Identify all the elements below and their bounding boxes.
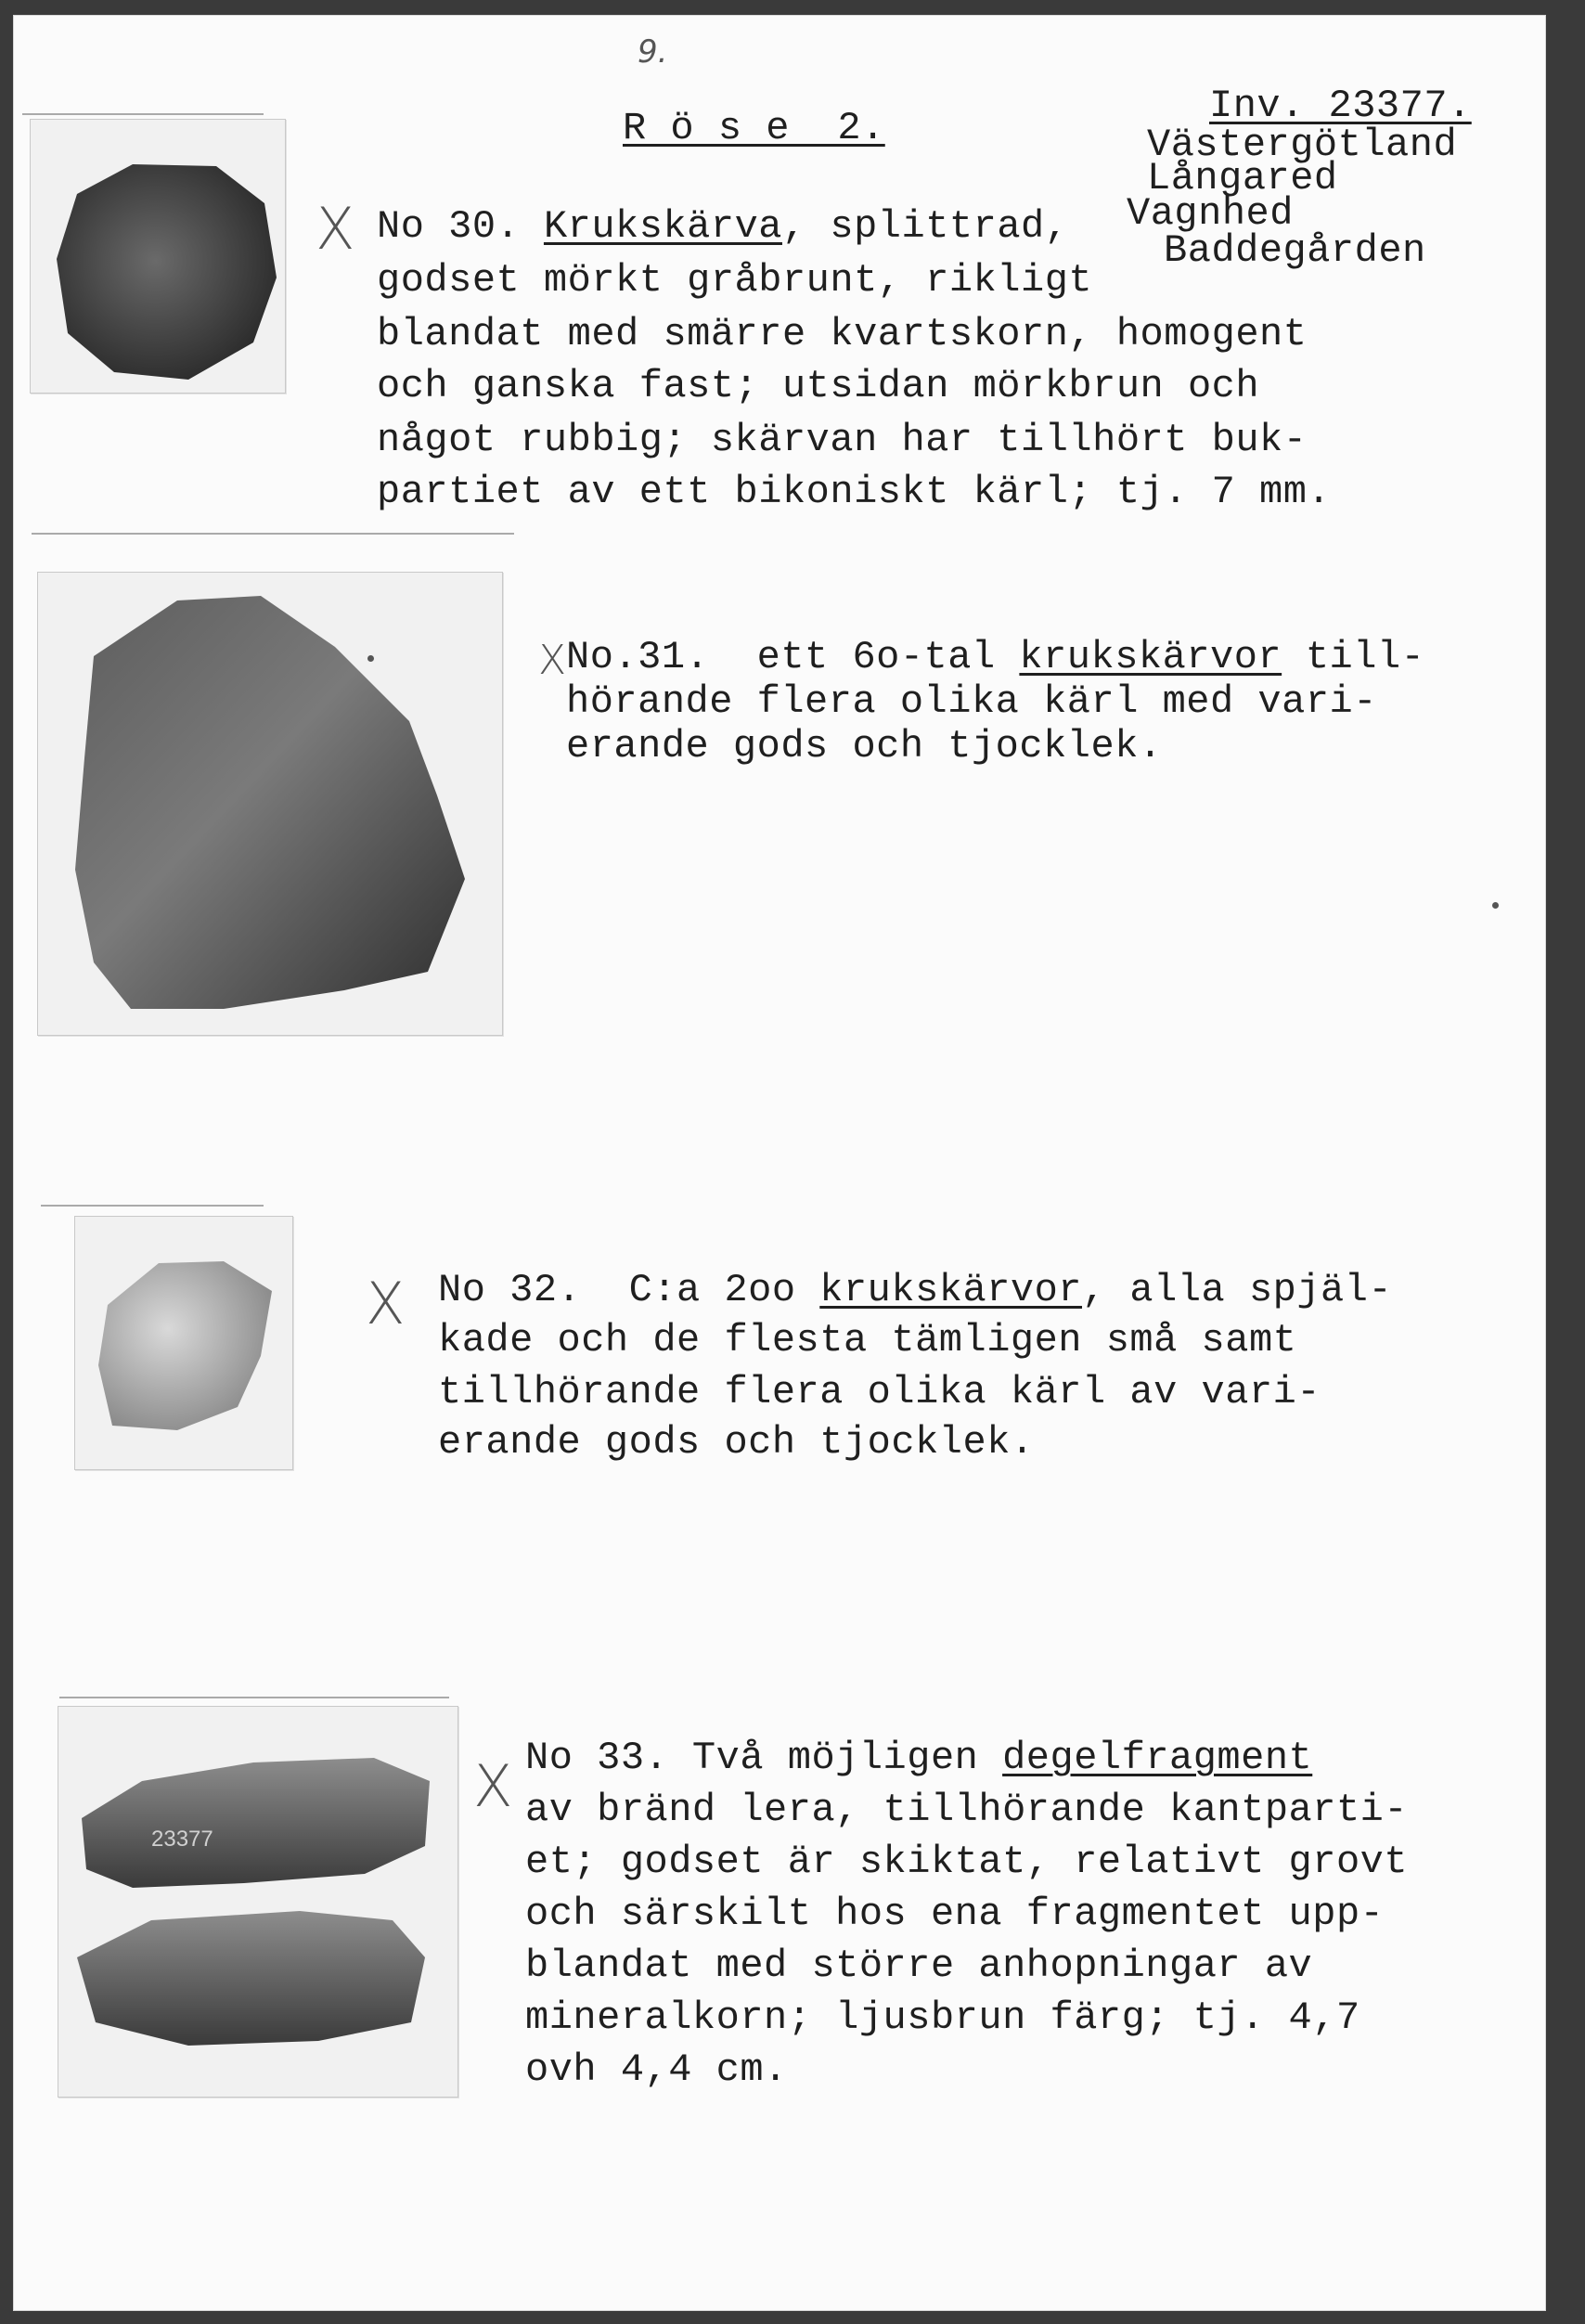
location-line-4: Baddegården bbox=[1164, 228, 1426, 273]
mount-edge bbox=[22, 113, 264, 115]
photo-label: 23377 bbox=[151, 1827, 213, 1852]
crucible-fragments-photo bbox=[58, 1706, 458, 2098]
mount-edge bbox=[32, 533, 514, 535]
page-title: R ö s e 2. bbox=[623, 106, 885, 150]
location-line-1: Västergötland bbox=[1147, 123, 1458, 167]
entry-no32-line-4: erande gods och tjocklek. bbox=[438, 1420, 1035, 1465]
paper-speck bbox=[1492, 902, 1499, 909]
inventory-number: Inv. 23377. bbox=[1209, 84, 1472, 128]
entry-no32-line-1: No 32. C:a 2oo krukskärvor, alla spjäl- bbox=[438, 1268, 1393, 1312]
pottery-shard-icon bbox=[58, 1707, 457, 2097]
entry-no33-line-4: och särskilt hos ena fragmentet upp- bbox=[525, 1891, 1385, 1936]
check-x-mark: X bbox=[366, 1270, 406, 1337]
shard-photo-no30 bbox=[30, 119, 286, 394]
entry-no31-line-2: hörande flera olika kärl med vari- bbox=[566, 679, 1377, 724]
pottery-shard-icon bbox=[38, 573, 502, 1035]
catalogue-card bbox=[13, 15, 1546, 2311]
entry-no31-line-3: erande gods och tjocklek. bbox=[566, 724, 1163, 768]
entry-no30-line-3: blandat med smärre kvartskorn, homogent bbox=[377, 312, 1308, 356]
entry-no33-line-7: ovh 4,4 cm. bbox=[525, 2047, 788, 2092]
mount-edge bbox=[41, 1205, 264, 1207]
check-x-mark: X bbox=[538, 637, 567, 684]
entry-no30-line-2: godset mörkt gråbrunt, rikligt bbox=[377, 258, 1093, 303]
entry-no30-line-1: No 30. Krukskärva, splittrad, bbox=[377, 204, 1069, 249]
check-x-mark: X bbox=[316, 195, 355, 263]
page-note: 9. bbox=[638, 33, 668, 71]
mount-edge bbox=[59, 1697, 449, 1698]
location-line-2: Långared bbox=[1147, 156, 1338, 200]
shard-photo-no31 bbox=[37, 572, 503, 1036]
entry-no30-line-5: något rubbig; skärvan har tillhört buk- bbox=[377, 418, 1308, 462]
entry-no33-line-3: et; godset är skiktat, relativt grovt bbox=[525, 1840, 1409, 1884]
entry-no32-line-2: kade och de flesta tämligen små samt bbox=[438, 1318, 1297, 1362]
shard-photo-no32 bbox=[74, 1216, 293, 1470]
entry-no33-line-5: blandat med större anhopningar av bbox=[525, 1943, 1313, 1988]
entry-no31-line-1: No.31. ett 6o-tal krukskärvor till- bbox=[566, 635, 1425, 679]
entry-no33-line-1: No 33. Två möjligen degelfragment bbox=[525, 1736, 1313, 1780]
entry-no33-line-2: av bränd lera, tillhörande kantparti- bbox=[525, 1788, 1409, 1832]
pottery-shard-icon bbox=[31, 120, 285, 393]
check-x-mark: X bbox=[473, 1752, 513, 1820]
entry-no32-line-3: tillhörande flera olika kärl av vari- bbox=[438, 1370, 1321, 1414]
paper-speck bbox=[367, 655, 374, 662]
entry-no33-line-6: mineralkorn; ljusbrun färg; tj. 4,7 bbox=[525, 1995, 1360, 2040]
entry-no30-line-4: och ganska fast; utsidan mörkbrun och bbox=[377, 364, 1260, 408]
entry-no30-line-6: partiet av ett bikoniskt kärl; tj. 7 mm. bbox=[377, 470, 1332, 514]
location-line-3: Vagnhed bbox=[1127, 191, 1294, 236]
pottery-shard-icon bbox=[75, 1217, 292, 1469]
